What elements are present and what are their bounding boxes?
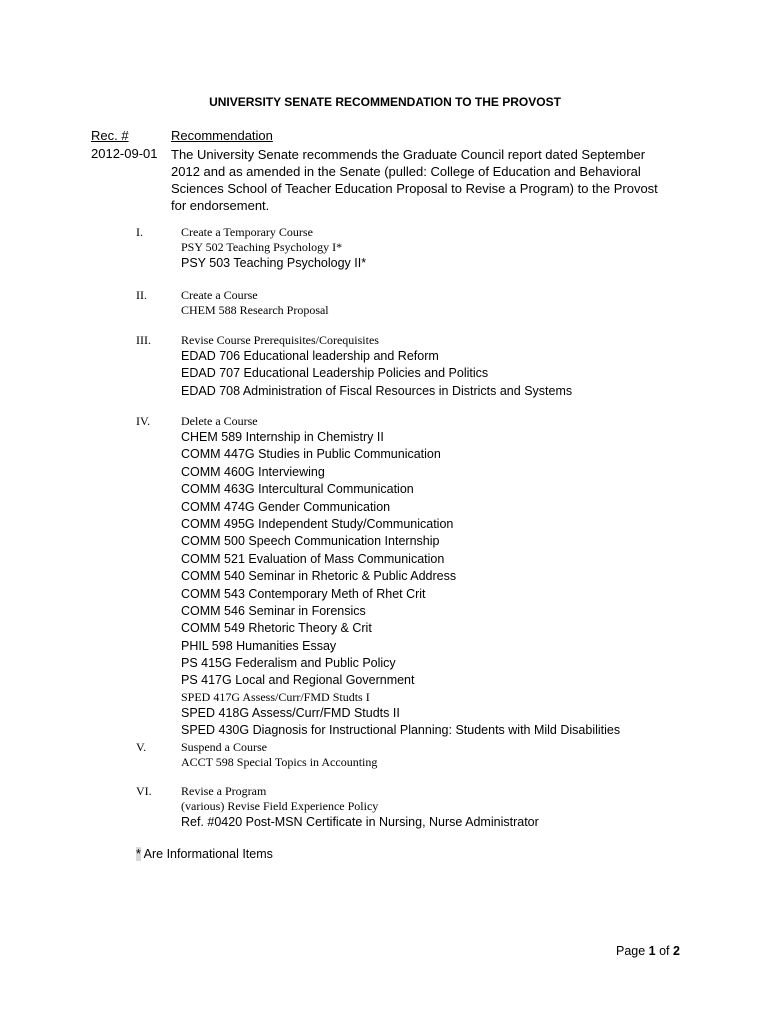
section-4-line: PS 417G Local and Regional Government [181, 673, 415, 688]
page-of: of [655, 944, 673, 958]
section-number-3: III. [136, 333, 151, 347]
section-4-line: COMM 460G Interviewing [181, 464, 325, 479]
section-4-line: COMM 447G Studies in Public Communication [181, 447, 441, 462]
document-title: UNIVERSITY SENATE RECOMMENDATION TO THE PROVOST [209, 95, 561, 109]
recommendation-label: Recommendation [171, 128, 273, 143]
rec-number-value: 2012-09-01 [91, 146, 158, 161]
section-6-line: (various) Revise Field Experience Policy [181, 799, 379, 813]
section-4-line: COMM 463G Intercultural Communication [181, 482, 414, 497]
section-4-line: SPED 417G Assess/Curr/FMD Studts I [181, 689, 370, 704]
section-number-2: II. [136, 288, 147, 302]
section-3-line: Revise Course Prerequisites/Corequisites [181, 333, 379, 347]
section-4-line: COMM 543 Contemporary Meth of Rhet Crit [181, 586, 426, 601]
section-5-line: Suspend a Course [181, 740, 267, 754]
footnote-asterisk: * [136, 847, 141, 861]
section-5-line: ACCT 598 Special Topics in Accounting [181, 755, 378, 769]
section-4-line: COMM 521 Evaluation of Mass Communication [181, 551, 445, 566]
recommendation-text: The University Senate recommends the Graduate Council report dated September 2012 and as amended in the Senate (pulled: College of Education and Behavioral Sciences School of Teacher Education Proposal to Revise a Program) to the Provost for endorsement. [171, 147, 658, 213]
section-4-body [181, 414, 741, 740]
section-5-body [181, 740, 741, 770]
page-number [616, 944, 680, 958]
section-4-line: SPED 418G Assess/Curr/FMD Studts II [181, 705, 400, 720]
page-prefix: Page [616, 944, 649, 958]
section-number-5: V. [136, 740, 147, 754]
section-4-line: COMM 500 Speech Communication Internship [181, 534, 440, 549]
section-2-line: Create a Course [181, 288, 258, 302]
section-1-body [181, 225, 741, 272]
page-total: 2 [673, 944, 680, 958]
section-4-line: COMM 549 Rhetoric Theory & Crit [181, 621, 372, 636]
section-3-line: EDAD 706 Educational leadership and Reform [181, 349, 439, 363]
section-3-line: EDAD 708 Administration of Fiscal Resources in Districts and Systems [181, 383, 573, 398]
section-1-line: PSY 503 Teaching Psychology II* [181, 256, 367, 270]
section-number-1: I. [136, 225, 143, 239]
section-4-line: COMM 495G Independent Study/Communication [181, 516, 454, 531]
section-1-line: PSY 502 Teaching Psychology I* [181, 240, 343, 254]
section-6-line: Ref. #0420 Post-MSN Certificate in Nursing, Nurse Administrator [181, 815, 539, 829]
section-4-line: Delete a Course [181, 414, 258, 428]
footnote-text: Are Informational Items [140, 847, 273, 861]
section-number-4: IV. [136, 414, 151, 428]
section-2-line: CHEM 588 Research Proposal [181, 303, 329, 317]
section-6-body [181, 784, 741, 831]
rec-number-label: Rec. # [91, 128, 129, 143]
section-4-line: COMM 474G Gender Communication [181, 499, 391, 514]
page-current: 1 [648, 944, 656, 958]
section-1-line: Create a Temporary Course [181, 225, 313, 239]
section-3-line: EDAD 707 Educational Leadership Policies and Politics [181, 366, 489, 381]
section-2-body [181, 288, 741, 318]
section-4-line: COMM 546 Seminar in Forensics [181, 603, 366, 618]
section-4-line: COMM 540 Seminar in Rhetoric & Public Address [181, 569, 457, 584]
section-number-6: VI. [136, 784, 152, 798]
section-4-line: SPED 430G Diagnosis for Instructional Planning: Students with Mild Disabilities [181, 723, 621, 738]
informational-items-footnote [136, 847, 273, 861]
section-4-line: PS 415G Federalism and Public Policy [181, 656, 396, 671]
section-4-line: PHIL 598 Humanities Essay [181, 638, 337, 653]
section-6-line: Revise a Program [181, 784, 267, 798]
section-4-line: CHEM 589 Internship in Chemistry II [181, 430, 384, 444]
section-3-body [181, 333, 741, 400]
